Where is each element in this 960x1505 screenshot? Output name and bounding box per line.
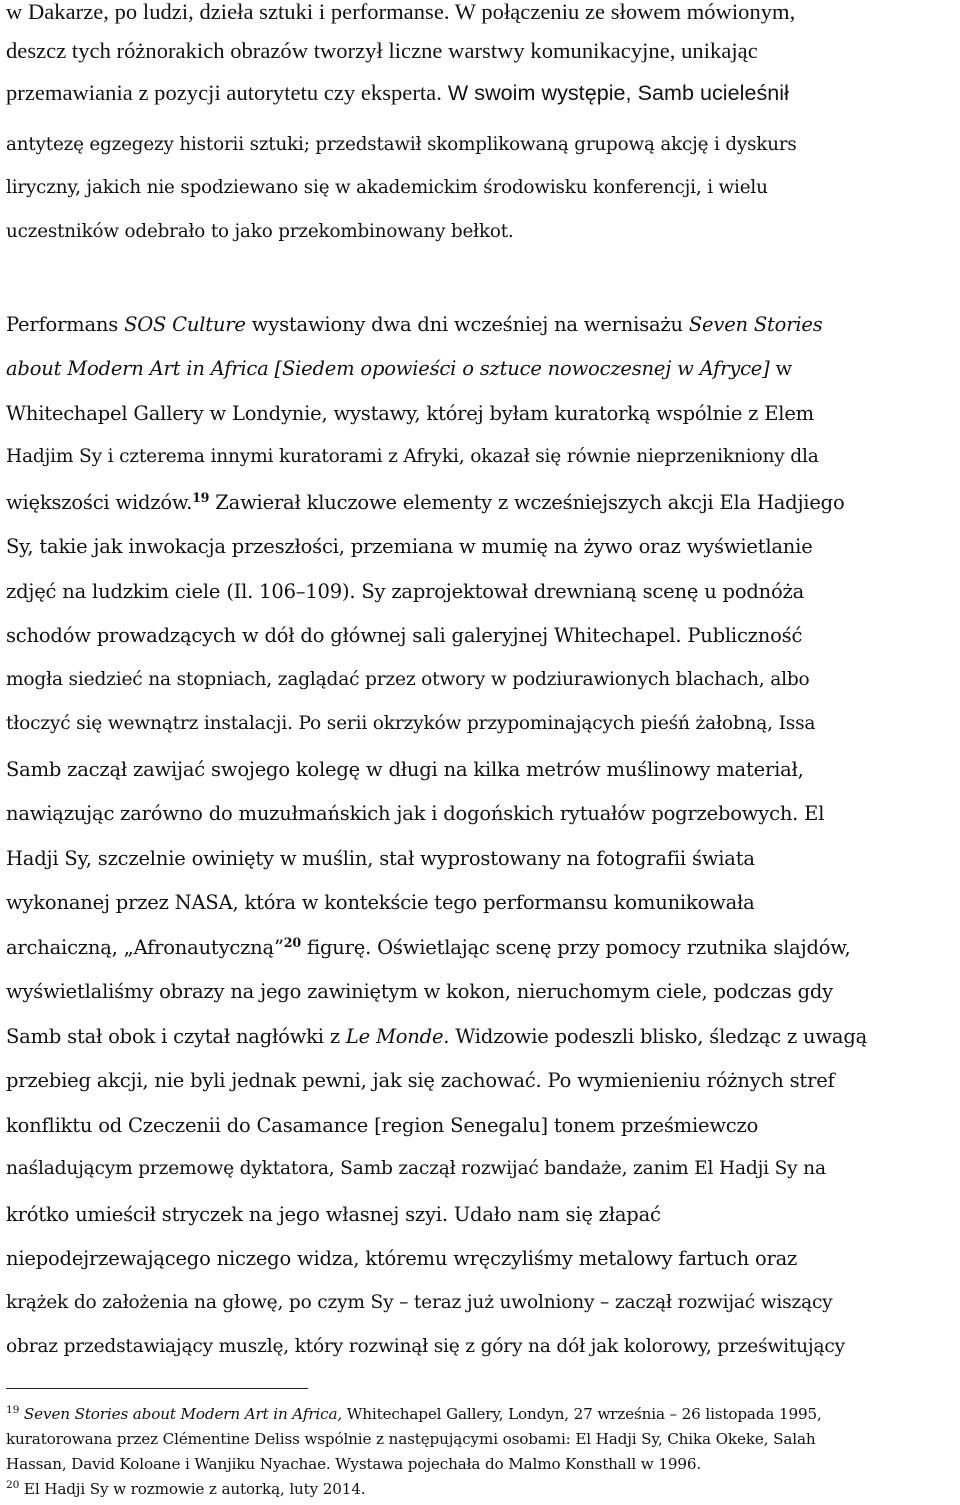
footnote-ref-20[interactable]: 20 xyxy=(283,935,301,951)
text-span: niepodejrzewającego niczego widza, któremu wręczyliśmy metalowy fartuch oraz xyxy=(6,1247,798,1270)
text-span: tłoczyć się wewnątrz instalacji. Po serii okrzyków przypominających pieśń żałobną, Issa xyxy=(6,713,816,734)
text-line xyxy=(6,758,804,781)
text-line xyxy=(6,980,833,1003)
text-line xyxy=(6,535,813,558)
text-line xyxy=(6,177,768,198)
text-line xyxy=(6,313,823,336)
text-span: krótko umieścił stryczek na jego własnej szyi. Udało nam się złapać xyxy=(6,1203,661,1226)
text-span: kuratorowana przez Clémentine Deliss wspólnie z następującymi osobami: El Hadji Sy, Chika Okeke, Salah xyxy=(6,1430,816,1448)
text-line xyxy=(6,221,514,242)
italic-title: Seven Stories xyxy=(688,313,823,336)
text-line xyxy=(6,357,792,380)
text-line xyxy=(6,580,804,603)
text-span: przemawiania z pozycji autorytetu czy eksperta. xyxy=(6,80,442,105)
text-line xyxy=(6,936,850,959)
text-span: Performans xyxy=(6,313,125,336)
text-span: Widzowie podeszli blisko, śledząc z uwagą xyxy=(449,1025,868,1048)
text-line xyxy=(6,1025,867,1048)
text-span: liryczny, jakich nie spodziewano się w akademickim środowisku konferencji, i wielu xyxy=(6,177,768,198)
text-line xyxy=(6,891,755,914)
text-line xyxy=(6,713,815,734)
text-span: zdjęć na ludzkim ciele (Il. 106–109). Sy zaprojektował drewnianą scenę u podnóża xyxy=(6,580,805,603)
footnote-19 xyxy=(6,1405,822,1423)
text-line xyxy=(6,1069,835,1092)
text-span: mogła siedzieć na stopniach, zaglądać przez otwory w podziurawionych blachach, albo xyxy=(6,669,810,690)
text-span: W swoim występie, Samb ucieleśnił xyxy=(441,81,789,105)
text-line xyxy=(6,0,795,25)
text-span: schodów prowadzących w dół do głównej sali galeryjnej Whitechapel. Publiczność xyxy=(6,624,803,647)
footnote-number: 19 xyxy=(6,1403,20,1417)
text-span: Hadji Sy, szczelnie owinięty w muślin, stał wyprostowany na fotografii świata xyxy=(6,847,755,870)
italic-title: about Modern Art in Africa [Siedem opowieści o sztuce nowoczesnej w Afryce] xyxy=(6,357,770,380)
text-span: większości widzów. xyxy=(6,491,193,514)
footnote-number: 20 xyxy=(6,1478,20,1492)
text-line xyxy=(6,1114,758,1137)
text-span: uczestników odebrało to jako przekombinowany bełkot. xyxy=(6,221,514,242)
text-line xyxy=(6,1203,661,1226)
text-span: nawiązując zarówno do muzułmańskich jak i dogońskich rytuałów pogrzebowych. El xyxy=(6,802,825,825)
text-line xyxy=(6,847,755,870)
text-span: Hassan, David Koloane i Wanjiku Nyachae. Wystawa pojechała do Malmo Konsthall w 1996. xyxy=(6,1455,702,1473)
text-line xyxy=(6,1247,797,1270)
text-span: Samb stał obok i czytał nagłówki z xyxy=(6,1025,346,1048)
text-span: Hadjim Sy i czterema innymi kuratorami z Afryki, okazał się równie nieprzenikniony dla xyxy=(6,446,819,467)
footnote-line xyxy=(6,1430,815,1448)
text-line xyxy=(6,802,824,825)
text-span: naśladującym przemowę dyktatora, Samb zaczął rozwijać bandaże, zanim El Hadji Sy na xyxy=(6,1158,826,1179)
text-line xyxy=(6,80,789,106)
text-span: Sy, takie jak inwokacja przeszłości, przemiana w mumię na żywo oraz wyświetlanie xyxy=(6,535,813,558)
text-line xyxy=(6,669,810,690)
text-span: obraz przedstawiający muszlę, który rozwinął się z góry na dół jak kolorowy, prześwitujący xyxy=(6,1336,845,1357)
text-span: El Hadji Sy w rozmowie z autorką, luty 2014. xyxy=(19,1480,366,1498)
text-line xyxy=(6,402,814,425)
italic-title: SOS Culture xyxy=(124,313,246,336)
footnote-divider xyxy=(6,1388,308,1389)
text-span: figurę. Oświetlając scenę przy pomocy rzutnika slajdów, xyxy=(300,936,851,959)
text-line xyxy=(6,38,758,64)
footnote-ref-19[interactable]: 19 xyxy=(192,490,210,506)
text-span: Whitechapel Gallery w Londynie, wystawy, której byłam kuratorką wspólnie z Elem xyxy=(6,402,814,425)
text-span: przebieg akcji, nie byli jednak pewni, jak się zachować. Po wymienieniu różnych stref xyxy=(6,1069,835,1092)
text-line xyxy=(6,134,797,155)
text-span: antytezę egzegezy historii sztuki; przedstawił skomplikowaną grupową akcję i dyskurs xyxy=(6,134,797,155)
text-line xyxy=(6,446,819,467)
text-line xyxy=(6,1336,845,1357)
text-span: wyświetlaliśmy obrazy na jego zawiniętym w kokon, nieruchomym ciele, podczas gdy xyxy=(6,980,833,1003)
text-span: deszcz tych różnorakich obrazów tworzył liczne warstwy komunikacyjne, unikając xyxy=(6,38,758,63)
text-span: krążek do założenia na głowę, po czym Sy – teraz już uwolniony – zaczął rozwijać wiszący xyxy=(6,1292,833,1313)
text-span: wystawiony dwa dni wcześniej na wernisażu xyxy=(245,313,689,336)
text-span: wykonanej przez NASA, która w kontekście tego performansu komunikowała xyxy=(6,891,755,914)
text-span: w Dakarze, po ludzi, dzieła sztuki i performanse. W połączeniu ze słowem mówionym, xyxy=(6,0,796,24)
text-span: Whitechapel Gallery, Londyn, 27 września – 26 listopada 1995, xyxy=(342,1405,822,1423)
text-span: w xyxy=(769,357,793,380)
footnote-20 xyxy=(6,1480,365,1498)
text-span: konfliktu od Czeczenii do Casamance [region Senegalu] tonem prześmiewczo xyxy=(6,1114,759,1137)
text-line xyxy=(6,1158,826,1179)
text-span: Samb zaczął zawijać swojego kolegę w długi na kilka metrów muślinowy materiał, xyxy=(6,758,804,781)
text-span: Zawierał kluczowe elementy z wcześniejszych akcji Ela Hadjiego xyxy=(209,491,845,514)
text-line xyxy=(6,1292,833,1313)
text-line xyxy=(6,624,802,647)
text-span: archaiczną, „Afronautyczną” xyxy=(6,936,284,959)
italic-title: Le Monde. xyxy=(345,1025,450,1048)
footnote-line xyxy=(6,1455,701,1473)
text-line xyxy=(6,491,845,514)
italic-title: Seven Stories about Modern Art in Africa, xyxy=(23,1405,343,1423)
